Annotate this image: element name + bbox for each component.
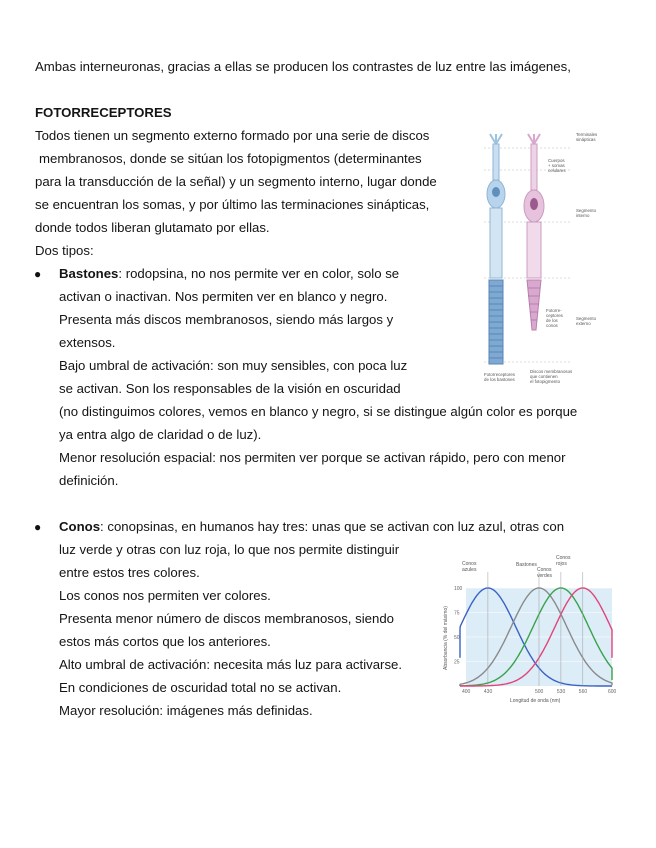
label-fotorreceptores-bastones: Fotorreceptores <box>484 372 515 377</box>
desc-line: Todos tienen un segmento externo formado por una serie de discos <box>35 128 430 143</box>
label-terminales: sinápticas <box>576 137 596 142</box>
curve-label-rojos: Conos <box>556 555 571 561</box>
bastones-first-line <box>59 265 399 283</box>
curve-label-verdes: verdes <box>537 573 553 579</box>
label-discos: que contienen <box>530 374 558 379</box>
y-tick-label: 50 <box>454 635 460 641</box>
conos-line: En condiciones de oscuridad total no se activan. <box>59 680 342 695</box>
x-tick-label: 430 <box>483 689 493 695</box>
bastones-line: extensos. <box>59 335 116 350</box>
desc-line: Dos tipos: <box>35 243 94 258</box>
curve-label-azules: azules <box>462 567 477 573</box>
label-terminales: Terminales <box>576 132 598 137</box>
curve-label-bastones: Bastones <box>516 562 537 568</box>
conos-first-line <box>59 518 564 536</box>
label-fotorreceptores-conos: Fotorre- <box>546 308 562 313</box>
label-fotorreceptores-conos: ceptores <box>546 313 563 318</box>
photoreceptor-figure <box>482 130 620 392</box>
curve-label-verdes: Conos <box>537 567 552 573</box>
label-discos: Discos membranosos <box>530 369 573 374</box>
bastones-line: Bajo umbral de activación: son muy sensibles, con poca luz <box>59 358 408 373</box>
x-tick-label: 530 <box>556 689 566 695</box>
bullet-icon: ● <box>34 267 42 281</box>
label-cuerpos: celulares <box>548 168 566 173</box>
desc-line: para la transducción de la señal) y un segmento interno, lugar donde <box>35 174 437 189</box>
label-fotorreceptores-bastones: de los bastones <box>484 377 515 382</box>
intro-text: Ambas interneuronas, gracias a ellas se producen los contrastes de luz entre las imágenes, <box>35 59 571 74</box>
x-tick-label: 560 <box>578 689 588 695</box>
bullet-icon: ● <box>34 520 42 534</box>
label-discos: el fotopigmento <box>530 379 561 384</box>
conos-line: Mayor resolución: imágenes más definidas. <box>59 703 313 718</box>
label-segmento-interno: interno <box>576 213 590 218</box>
absorbance-chart <box>440 552 616 706</box>
chart-xlabel: Longitud de onda (nm) <box>510 698 561 704</box>
label-segmento-interno: Segmento <box>576 208 597 213</box>
bastones-line: ya entra algo de claridad o de luz). <box>59 427 262 442</box>
label-segmento-externo: externo <box>576 321 591 326</box>
conos-line: luz verde y otras con luz roja, lo que nos permite distinguir <box>59 542 400 557</box>
y-tick-label: 75 <box>454 610 460 617</box>
chart-ylabel: Absorbancia (% del máximo) <box>443 606 449 670</box>
x-tick-label: 500 <box>535 689 544 695</box>
conos-line: Los conos nos permiten ver colores. <box>59 588 271 603</box>
bastones-line: activan o inactivan. Nos permiten ver en blanco y negro. <box>59 289 388 304</box>
y-tick-label: 25 <box>454 659 460 666</box>
label-cuerpos: + somas <box>548 163 565 168</box>
label-fotorreceptores-conos: conos <box>546 323 558 328</box>
bastones-line: Presenta más discos membranosos, siendo más largos y <box>59 312 394 327</box>
section-title: FOTORRECEPTORES <box>35 105 172 120</box>
bastones-line: definición. <box>59 473 119 488</box>
bastones-line: (no distinguimos colores, vemos en blanco y negro, si se distingue algún color es porque <box>59 404 578 419</box>
bastones-line: se activan. Son los responsables de la visión en oscuridad <box>59 381 401 396</box>
bastones-line: Menor resolución espacial: nos permiten ver porque se activan rápido, pero con menor <box>59 450 566 465</box>
desc-line: donde todos liberan glutamato por ellas. <box>35 220 270 235</box>
conos-line: estos más cortos que los anteriores. <box>59 634 271 649</box>
x-tick-label: 400 <box>462 689 471 695</box>
x-tick-label: 600 <box>608 689 616 695</box>
label-cuerpos: Cuerpos <box>548 158 565 163</box>
conos-line: entre estos tres colores. <box>59 565 200 580</box>
conos-line: Alto umbral de activación: necesita más luz para activarse. <box>59 657 403 672</box>
y-tick-label: 100 <box>454 586 463 592</box>
curve-label-azules: Conos <box>462 561 477 567</box>
bastones-first-rest: : rodopsina, no nos permite ver en color, solo se <box>118 266 400 281</box>
label-fotorreceptores-conos: de los <box>546 318 558 323</box>
curve-label-rojos: rojos <box>556 561 567 567</box>
conos-term: Conos <box>59 519 101 534</box>
conos-first-rest: : conopsinas, en humanos hay tres: unas que se activan con luz azul, otras con <box>100 519 565 534</box>
label-segmento-externo: Segmento <box>576 316 597 321</box>
desc-line: membranosos, donde se sitúan los fotopigmentos (determinantes <box>39 151 422 166</box>
desc-line: se encuentran los somas, y por último las terminaciones sinápticas, <box>35 197 430 212</box>
conos-line: Presenta menor número de discos membranosos, siendo <box>59 611 394 626</box>
bastones-term: Bastones <box>59 266 119 281</box>
